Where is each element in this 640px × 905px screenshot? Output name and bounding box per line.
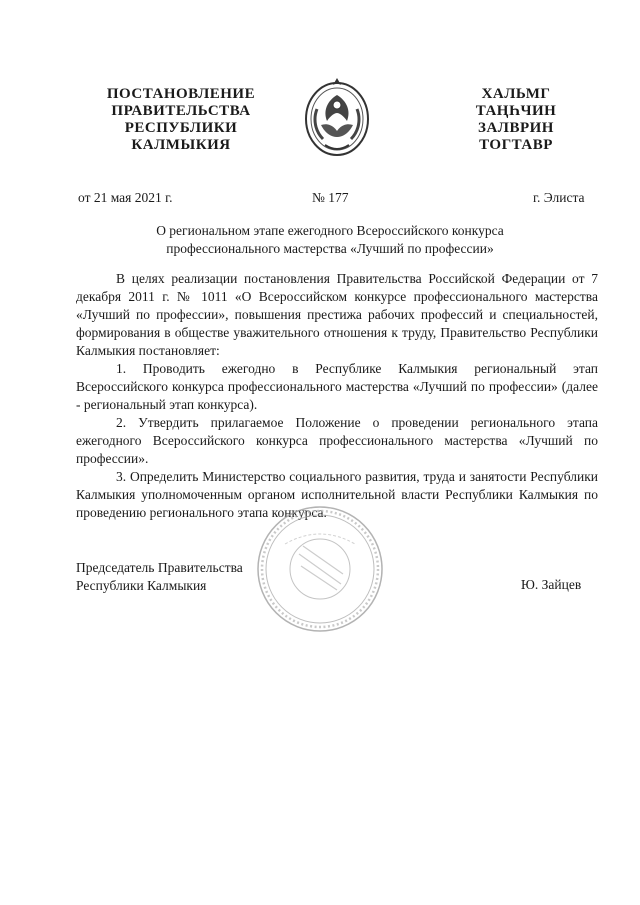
- body-paragraph-item-3: 3. Определить Министерство социального развития, труда и занятости Республики Калмыкия уполномоченным органом исполнительной власти Республики Калмыкия по проведению регионального этапа конкурса.: [76, 469, 598, 520]
- header-kalmyk-title: [450, 86, 582, 154]
- signatory-position-line: Республики Калмыкия: [76, 578, 207, 593]
- signatory-position: [76, 559, 243, 595]
- document-date: от 21 мая 2021 г.: [78, 190, 173, 205]
- official-seal-icon: [255, 504, 385, 634]
- body-paragraph-item-1: 1. Проводить ежегодно в Республике Калмыкия региональный этап Всероссийского конкурса профессионального мастерства «Лучший по профессии» (далее - региональный этап конкурса).: [76, 361, 598, 412]
- header-right-line: ТАҢҺЧИН: [475, 103, 557, 119]
- document-body: [76, 270, 598, 522]
- header-left-line: ПОСТАНОВЛЕНИЕ: [106, 86, 256, 102]
- header-left-line: РЕСПУБЛИКИ: [124, 120, 238, 136]
- header-russian-title: [92, 86, 270, 154]
- header-left-line: КАЛМЫКИЯ: [131, 137, 231, 153]
- header-left-line: ПРАВИТЕЛЬСТВА: [111, 103, 251, 119]
- body-paragraph-item-2: 2. Утвердить прилагаемое Положение о проведении регионального этапа ежегодного Всероссийского конкурса профессионального мастерства «Лучший по профессии».: [76, 415, 598, 466]
- document-subject: [110, 222, 550, 258]
- document-city: г. Элиста: [533, 190, 585, 205]
- subject-line: О региональном этапе ежегодного Всероссийского конкурса: [156, 223, 504, 238]
- header-right-line: ЗАЛВРИН: [478, 120, 554, 136]
- signatory-position-line: Председатель Правительства: [76, 560, 243, 575]
- header-right-line: ХАЛЬМГ: [481, 86, 551, 102]
- header-right-line: ТОГТАВР: [479, 137, 553, 153]
- body-paragraph-preamble: В целях реализации постановления Правительства Российской Федерации от 7 декабря 2011 г. № 1011 «О Всероссийском конкурсе профессионального мастерства «Лучший по профессии», повышения престижа рабочих профессий и специальностей, формирования в обществе уважительного отношения к труду, Правительство Республики Калмыкия постановляет:: [76, 271, 598, 358]
- subject-line: профессионального мастерства «Лучший по профессии»: [166, 241, 494, 256]
- signatory-name: Ю. Зайцев: [521, 577, 582, 592]
- kalmykia-emblem-icon: [303, 75, 371, 159]
- document-number: № 177: [312, 190, 349, 205]
